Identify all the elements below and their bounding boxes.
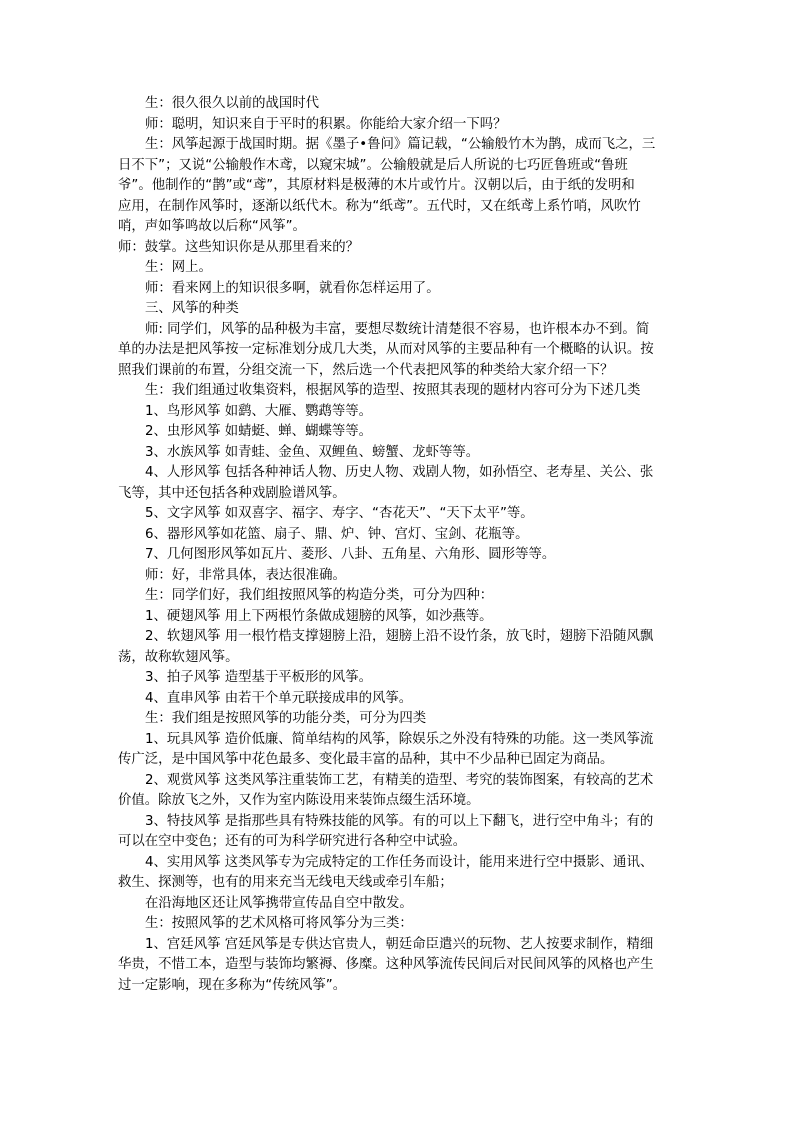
text-line: 三、风筝的种类 [145, 301, 239, 316]
text-line: 师：看来网上的知识很多啊，就看你怎样运用了。 [145, 280, 440, 296]
text-line: 华贵，不惜工本，造型与装饰均繁褥、侈糜。这种风筝流传民间后对民间风筝的风格也产生 [118, 957, 654, 972]
text-line: 1、玩具风筝 造价低廉、简单结构的风筝，除娱乐之外没有特殊的功能。这一类风筝流 [145, 731, 654, 747]
text-line: 4、人形风筝 包括各种神话人物、历史人物、戏剧人物，如孙悟空、老寿星、关公、张 [145, 465, 654, 480]
text-line: 生：我们组通过收集资料，根据风筝的造型、按照其表现的题材内容可分为下述几类 [145, 383, 641, 398]
text-line: 3、特技风筝 是指那些具有特殊技能的风筝。有的可以上下翻飞，进行空中角斗；有的 [145, 813, 654, 829]
text-line: 1、鸟形风筝 如鹞、大雁、鹦鹉等等。 [145, 403, 373, 419]
text-line: 生：网上。 [145, 260, 212, 275]
text-line: 4、直串风筝 由若干个单元联接成串的风筝。 [145, 690, 413, 706]
text-line: 1、宫廷风筝 宫廷风筝是专供达官贵人，朝廷命臣遣兴的玩物、艺人按要求制作，精细 [145, 936, 654, 952]
text-line: 6、器形风筝如花篮、扇子、鼎、炉、钟、宫灯、宝剑、花瓶等。 [145, 526, 529, 542]
text-line: 3、水族风筝 如青蛙、金鱼、双鲤鱼、螃蟹、龙虾等等。 [145, 444, 480, 460]
text-line: 应用，在制作风筝时，逐渐以纸代木。称为“纸鸢”。五代时，又在纸鸢上系竹哨，风吹竹 [118, 198, 641, 214]
text-line: 7、几何图形风筝如瓦片、菱形、八卦、五角星、六角形、圆形等等。 [145, 547, 556, 562]
text-line: 师: 同学们，风筝的品种极为丰富，要想尽数统计清楚很不容易，也许根本办不到。简 [145, 321, 650, 337]
text-line: 可以在空中变色；还有的可为科学研究进行各种空中试验。 [118, 834, 467, 849]
text-line: 生：风筝起源于战国时期。据《墨子•鲁问》篇记载，“公输般竹木为鹊，成而飞之，三 [145, 137, 656, 152]
text-line: 日不下”；又说“公输般作木鸢，以窥宋城”。公输般就是后人所说的七巧匠鲁班或“鲁班 [118, 157, 628, 173]
text-line: 1、硬翅风筝 用上下两根竹条做成翅膀的风筝，如沙燕等。 [145, 608, 493, 624]
text-line: 生：同学们好，我们组按照风筝的构造分类，可分为四种： [145, 588, 494, 603]
text-line: 哨，声如筝鸣故以后称“风筝”。 [118, 219, 306, 234]
text-line: 在沿海地区还让风筝携带宣传品自空中散发。 [145, 895, 413, 911]
text-line: 2、虫形风筝 如蜻蜓、蝉、蝴蝶等等。 [145, 424, 373, 439]
text-line: 价值。除放飞之外，又作为室内陈设用来装饰点缀生活环境。 [118, 793, 480, 808]
text-line: 师：鼓掌。这些知识你是从那里看来的？ [118, 239, 360, 255]
text-line: 师：聪明，知识来自于平时的积累。你能给大家介绍一下吗？ [145, 116, 507, 132]
text-line: 5、文字风筝 如双喜字、福字、寿字、“杏花天”、“天下太平”等。 [145, 506, 534, 521]
text-line: 荡，故称软翅风筝。 [118, 649, 239, 665]
text-line: 过一定影响，现在多称为“传统风筝”。 [118, 977, 347, 993]
text-line: 师：好，非常具体，表达很准确。 [145, 567, 346, 583]
text-line: 生：我们组是按照风筝的功能分类，可分为四类 [145, 711, 427, 726]
text-line: 生：很久很久以前的战国时代 [145, 96, 320, 111]
text-line: 2、观赏风筝 这类风筝注重装饰工艺，有精美的造型、考究的装饰图案，有较高的艺术 [145, 772, 654, 788]
text-line: 照我们课前的布置，分组交流一下，然后选一个代表把风筝的种类给大家介绍一下？ [118, 362, 614, 378]
document-body [118, 94, 676, 996]
text-line: 爷”。他制作的“鹊”或“鸢”，其原材料是极薄的木片或竹片。汉朝以后，由于纸的发明和 [118, 178, 635, 193]
text-line: 单的办法是把风筝按一定标准划分成几大类，从而对风筝的主要品种有一个概略的认识。按 [118, 342, 654, 357]
text-line: 传广泛，是中国风筝中花色最多、变化最丰富的品种，其中不少品种已固定为商品。 [118, 752, 614, 767]
text-line: 3、拍子风筝 造型基于平板形的风筝。 [145, 670, 373, 685]
text-line: 生：按照风筝的艺术风格可将风筝分为三类： [145, 916, 413, 931]
text-line: 救生、探测等，也有的用来充当无线电天线或牵引车船； [118, 875, 453, 890]
text-line: 飞等，其中还包括各种戏剧脸谱风筝。 [118, 485, 346, 501]
text-line: 2、软翅风筝 用一根竹梏支撑翅膀上沿，翅膀上沿不设竹条，放飞时，翅膀下沿随风飘 [145, 629, 654, 644]
text-line: 4、实用风筝 这类风筝专为完成特定的工作任务而设计，能用来进行空中摄影、通讯、 [145, 854, 654, 870]
